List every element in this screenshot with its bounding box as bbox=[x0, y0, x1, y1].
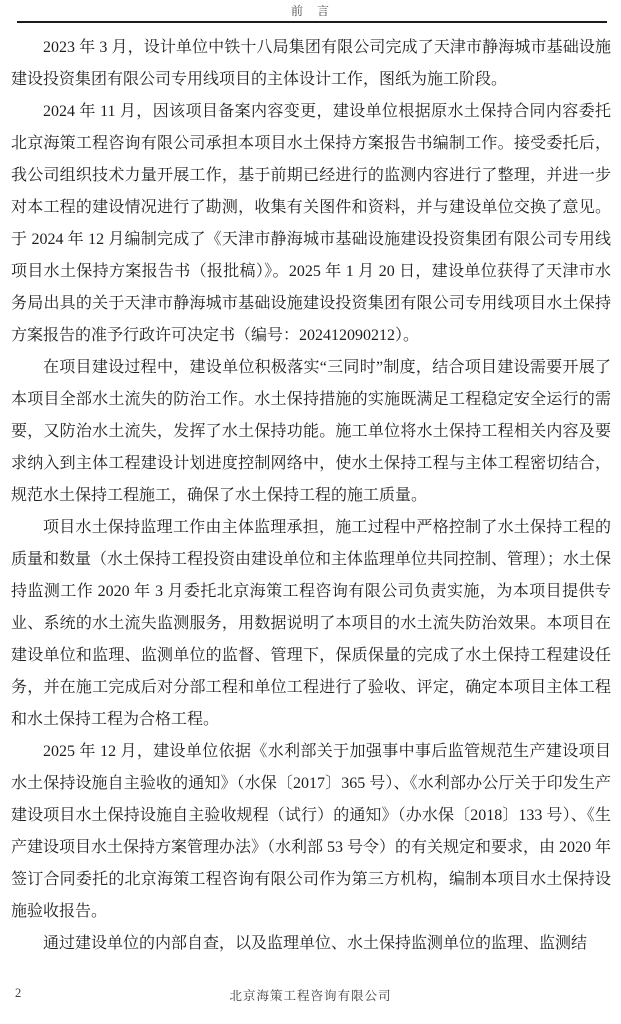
page-header bbox=[0, 0, 621, 23]
page-header-title: 前 言 bbox=[290, 4, 330, 18]
page-footer bbox=[0, 986, 621, 1006]
paragraph-design-2023: 2023 年 3 月，设计单位中铁十八局集团有限公司完成了天津市静海城市基础设施建设投资集团有限公司专用线项目的主体设计工作，图纸为施工阶段。 bbox=[11, 39, 611, 88]
paragraph-commission-2024: 2024 年 11 月，因该项目备案内容变更，建设单位根据原水土保持合同内容委托北京海策工程咨询有限公司承担本项目水土保持方案报告书编制工作。接受委托后，我公司组织技术力量开展工作，基于前期已经进行的监测内容进行了整理，并进一步对本工程的建设情况进行了勘测，收集有关图件和资料，并与建设单位交换了意见。于 2024 年 12 月编制完成了《天津市静海城市基础设施建设投资集团有限公司专用线项目水土保持方案报告书（报批稿）》。2025 年 1 月 20 日，建设单位获得了天津市水务局出具的关于天津市静海城市基础设施建设投资集团有限公司专用线项目水土保持方案报告的准予行政许可决定书（编号：202412090212）。 bbox=[11, 103, 611, 344]
header-divider-rule bbox=[17, 21, 607, 23]
document-body bbox=[11, 32, 611, 960]
paragraph-acceptance-basis-2025: 2025 年 12 月，建设单位依据《水利部关于加强事中事后监管规范生产建设项目水土保持设施自主验收的通知》（水保〔2017〕365 号）、《水利部办公厅关于印发生产建设项目水土保持设施自主验收规程（试行）的通知》（办水保〔2018〕133 号）、《生产建设项目水土保持方案管理办法》（水利部 53 号令）的有关规定和要求，由 2020 年签订合同委托的北京海策工程咨询有限公司作为第三方机构，编制本项目水土保持设施验收报告。 bbox=[11, 743, 612, 920]
paragraph-supervision-monitoring: 项目水土保持监理工作由主体监理承担，施工过程中严格控制了水土保持工程的质量和数量（水土保持工程投资由建设单位和主体监理单位共同控制、管理）；水土保持监测工作 2020 年 3 月委托北京海策工程咨询有限公司负责实施，为本项目提供专业、系统的水土流失监测服务，用数据说明了本项目的水土流失防治效果。本项目在建设单位和监理、监测单位的监督、管理下，保质保量的完成了水土保持工程建设任务，并在施工完成后对分部工程和单位工程进行了验收、评定，确定本项目主体工程和水土保持工程为合格工程。 bbox=[11, 519, 612, 728]
page-number: 2 bbox=[15, 986, 22, 1000]
paragraph-three-simultaneous: 在项目建设过程中，建设单位积极落实“三同时”制度，结合项目建设需要开展了本项目全部水土流失的防治工作。水土保持措施的实施既满足工程稳定安全运行的需要，又防治水土流失，发挥了水土保持功能。施工单位将水土保持工程相关内容及要求纳入到主体工程建设计划进度控制网络中，使水土保持工程与主体工程密切结合，规范水土保持工程施工，确保了水土保持工程的施工质量。 bbox=[11, 359, 611, 504]
paragraph-self-inspection: 通过建设单位的内部自查，以及监理单位、水土保持监测单位的监理、监测结 bbox=[43, 935, 588, 952]
footer-company-name: 北京海策工程咨询有限公司 bbox=[229, 989, 392, 1003]
